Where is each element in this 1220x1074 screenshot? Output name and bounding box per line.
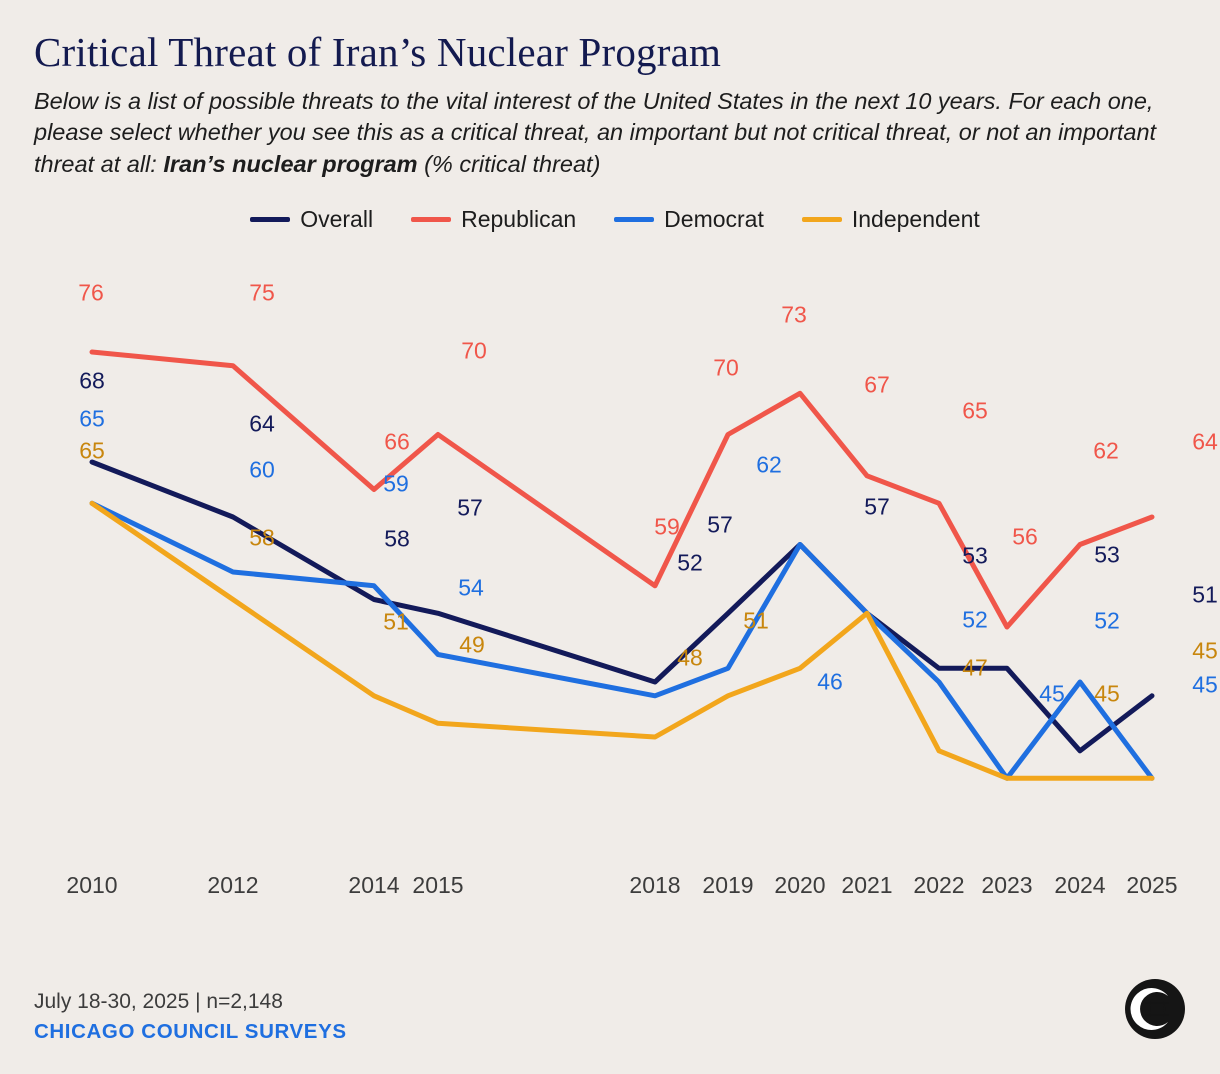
- x-tick-2015: 2015: [412, 871, 464, 898]
- data-label-republican-65: 65: [962, 397, 988, 424]
- data-label-independent-45: 45: [1192, 637, 1218, 664]
- data-label-republican-70: 70: [713, 354, 739, 381]
- chart-legend: [34, 206, 1186, 233]
- data-label-republican-75: 75: [249, 279, 275, 306]
- data-label-overall-52: 52: [677, 549, 703, 576]
- data-label-overall-57: 57: [707, 511, 733, 538]
- x-tick-2023: 2023: [981, 871, 1033, 898]
- data-label-independent-51: 51: [743, 607, 769, 634]
- data-label-independent-49: 49: [459, 631, 485, 658]
- data-label-independent-48: 48: [677, 644, 703, 671]
- x-tick-2010: 2010: [66, 871, 118, 898]
- data-label-independent-65: 65: [79, 437, 105, 464]
- data-label-democrat-65: 65: [79, 405, 105, 432]
- data-label-democrat-59: 59: [383, 470, 409, 497]
- legend-item-independent[interactable]: [802, 206, 980, 233]
- data-label-independent-58: 58: [249, 524, 275, 551]
- series-line-independent: [92, 503, 1152, 778]
- chart-svg: [34, 247, 1184, 887]
- subtitle-part1: Below is a list of possible threats to the vital interest of the United States in the next 10 years. For each one, please select whether you see this as a critical threat, an important but not critical threat, or not an important threat at all:: [34, 88, 1157, 177]
- data-label-overall-68: 68: [79, 367, 105, 394]
- subtitle-part2: (% critical threat): [417, 150, 601, 177]
- legend-swatch-independent: [802, 217, 842, 222]
- chart-subtitle: [34, 86, 1174, 180]
- brand-name: CHICAGO COUNCIL SURVEYS: [34, 1020, 347, 1043]
- data-label-republican-73: 73: [781, 301, 807, 328]
- legend-label-overall: Overall: [300, 205, 374, 232]
- data-label-overall-53: 53: [1094, 541, 1120, 568]
- data-label-overall-57: 57: [457, 494, 483, 521]
- legend-swatch-democrat: [614, 217, 654, 222]
- chart-footer: [34, 990, 1186, 1044]
- x-tick-2022: 2022: [913, 871, 965, 898]
- data-label-republican-64: 64: [1192, 428, 1218, 455]
- data-label-overall-58: 58: [384, 525, 410, 552]
- x-tick-2020: 2020: [774, 871, 826, 898]
- data-label-democrat-60: 60: [249, 456, 275, 483]
- x-tick-2024: 2024: [1054, 871, 1106, 898]
- legend-item-republican[interactable]: [411, 206, 576, 233]
- data-label-republican-62: 62: [1093, 437, 1119, 464]
- survey-note: July 18-30, 2025 | n=2,148: [34, 990, 283, 1013]
- data-label-democrat-46: 46: [817, 668, 843, 695]
- legend-item-democrat[interactable]: [614, 206, 764, 233]
- x-tick-2021: 2021: [841, 871, 893, 898]
- data-label-republican-56: 56: [1012, 523, 1038, 550]
- subtitle-highlight: Iran’s nuclear program: [163, 150, 418, 177]
- data-label-democrat-45: 45: [1192, 671, 1218, 698]
- data-label-democrat-54: 54: [458, 574, 484, 601]
- data-label-independent-47: 47: [962, 654, 988, 681]
- legend-swatch-overall: [250, 217, 290, 222]
- data-label-republican-70: 70: [461, 337, 487, 364]
- data-label-democrat-62: 62: [756, 451, 782, 478]
- data-label-republican-67: 67: [864, 371, 890, 398]
- data-label-overall-51: 51: [1192, 581, 1218, 608]
- legend-swatch-republican: [411, 217, 451, 222]
- chicago-council-globe-logo-icon: [1124, 978, 1186, 1040]
- line-chart: [34, 247, 1218, 898]
- data-label-overall-57: 57: [864, 493, 890, 520]
- page-title: Critical Threat of Iran’s Nuclear Program: [34, 29, 722, 75]
- x-tick-2018: 2018: [629, 871, 681, 898]
- data-label-republican-76: 76: [78, 279, 104, 306]
- x-tick-2019: 2019: [702, 871, 754, 898]
- data-label-republican-66: 66: [384, 428, 410, 455]
- x-tick-2014: 2014: [348, 871, 400, 898]
- data-label-overall-53: 53: [962, 542, 988, 569]
- x-tick-2012: 2012: [207, 871, 259, 898]
- data-label-democrat-52: 52: [962, 606, 988, 633]
- legend-item-overall[interactable]: [250, 206, 373, 233]
- series-line-republican: [92, 352, 1152, 627]
- legend-label-republican: Republican: [461, 205, 577, 232]
- data-label-independent-45: 45: [1094, 680, 1120, 707]
- legend-label-democrat: Democrat: [664, 205, 764, 232]
- data-label-independent-51: 51: [383, 608, 409, 635]
- legend-label-independent: Independent: [851, 205, 980, 232]
- x-tick-2025: 2025: [1126, 871, 1178, 898]
- data-label-republican-59: 59: [654, 513, 680, 540]
- data-label-overall-64: 64: [249, 410, 275, 437]
- data-label-democrat-52: 52: [1094, 607, 1120, 634]
- data-label-democrat-45: 45: [1039, 680, 1065, 707]
